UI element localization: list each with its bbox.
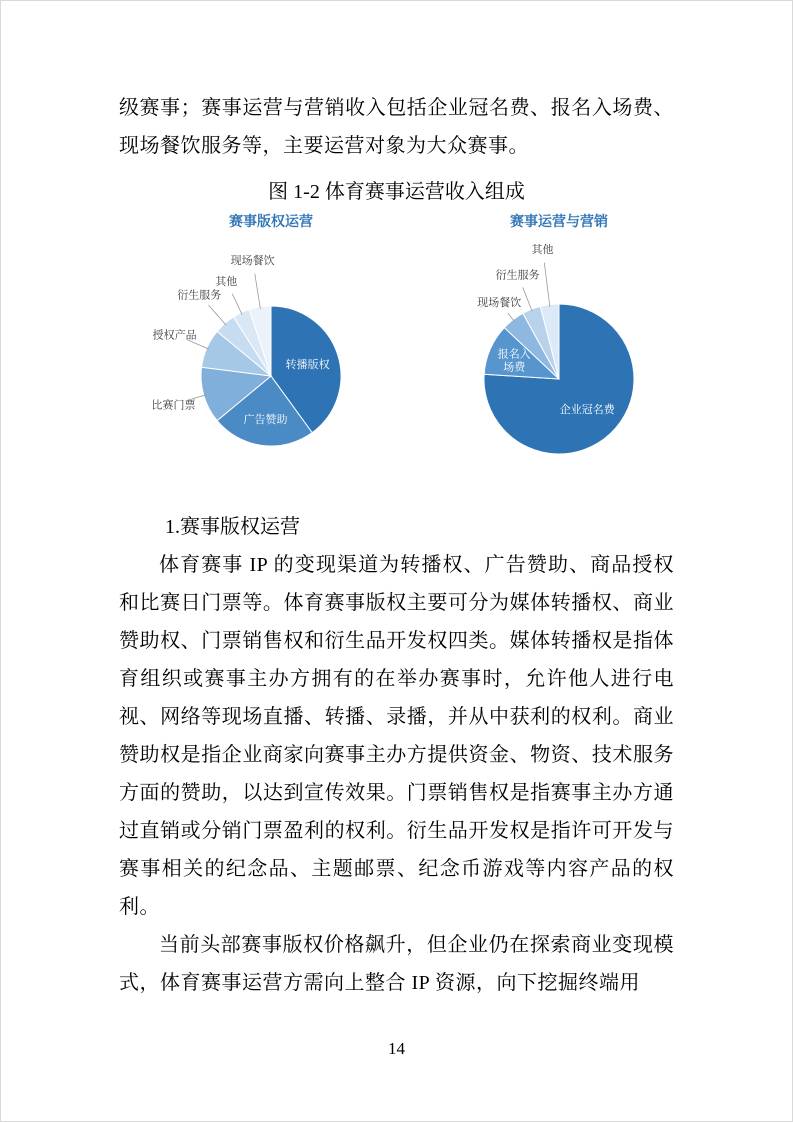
label-leader-line [255,274,261,309]
pie-label: 广告赞助 [243,414,288,427]
pie-label: 其他 [215,275,238,288]
pie-label: 衍生服务 [177,289,222,302]
pie-label: 授权产品 [152,329,197,342]
paragraph-body: 体育赛事 IP 的变现渠道为转播权、广告赞助、商品授权和比赛日门票等。体育赛事版权主要可分为媒体转播权、商业赞助权、门票销售权和衍生品开发权四类。媒体转播权是指体育组织或赛事主办方拥有的在举办赛事时，允许他人进行电视、网络等现场直播、转播、录播，并从中获利的权利。商业赞助权是指企业商家向赛事主办方提供资金、物资、技术服务方面的赞助，以达到宣传效果。门票销售权是指赛事主办方通过直销或分销门票盈利的权利。衍生品开发权是指许可开发与赛事相关的纪念品、主题邮票、纪念币游戏等内容产品的权利。 [119,554,674,918]
label-leader-line [523,287,532,311]
pie-chart-copyright-operation [131,211,411,496]
pie-chart-operation-marketing [419,211,699,496]
figure-caption: 图 1-2 体育赛事运营收入组成 [268,181,525,203]
pie-label: 现场餐饮 [477,296,522,309]
pie-label: 转播版权 [285,359,330,372]
label-leader-line [544,263,550,307]
pie-label: 现场餐饮 [230,254,275,267]
chart-title: 赛事版权运营 [229,213,313,229]
pie-svg [419,231,699,496]
pie-svg [131,231,411,496]
section-heading: 1.赛事版权运营 [165,516,300,538]
figure-charts [131,211,674,496]
page-number: 14 [388,1039,405,1058]
label-leader-line [209,305,227,325]
pie-label: 比赛门票 [151,399,196,412]
chart-title: 赛事运营与营销 [510,213,608,229]
pie-label: 报名入场费 [497,348,531,374]
label-leader-line [508,313,515,321]
pie-label: 其他 [531,243,554,256]
pie-label: 衍生服务 [495,269,540,282]
paragraph-continuation: 级赛事；赛事运营与营销收入包括企业冠名费、报名入场费、现场餐饮服务等，主要运营对象为大众赛事。 [119,97,674,157]
page-content [1,1,792,1002]
pie-label: 企业冠名费 [559,404,615,417]
label-leader-line [232,294,242,315]
paragraph-body: 当前头部赛事版权价格飙升，但企业仍在探索商业变现模式，体育赛事运营方需向上整合 IP 资源，向下挖掘终端用 [119,934,674,994]
